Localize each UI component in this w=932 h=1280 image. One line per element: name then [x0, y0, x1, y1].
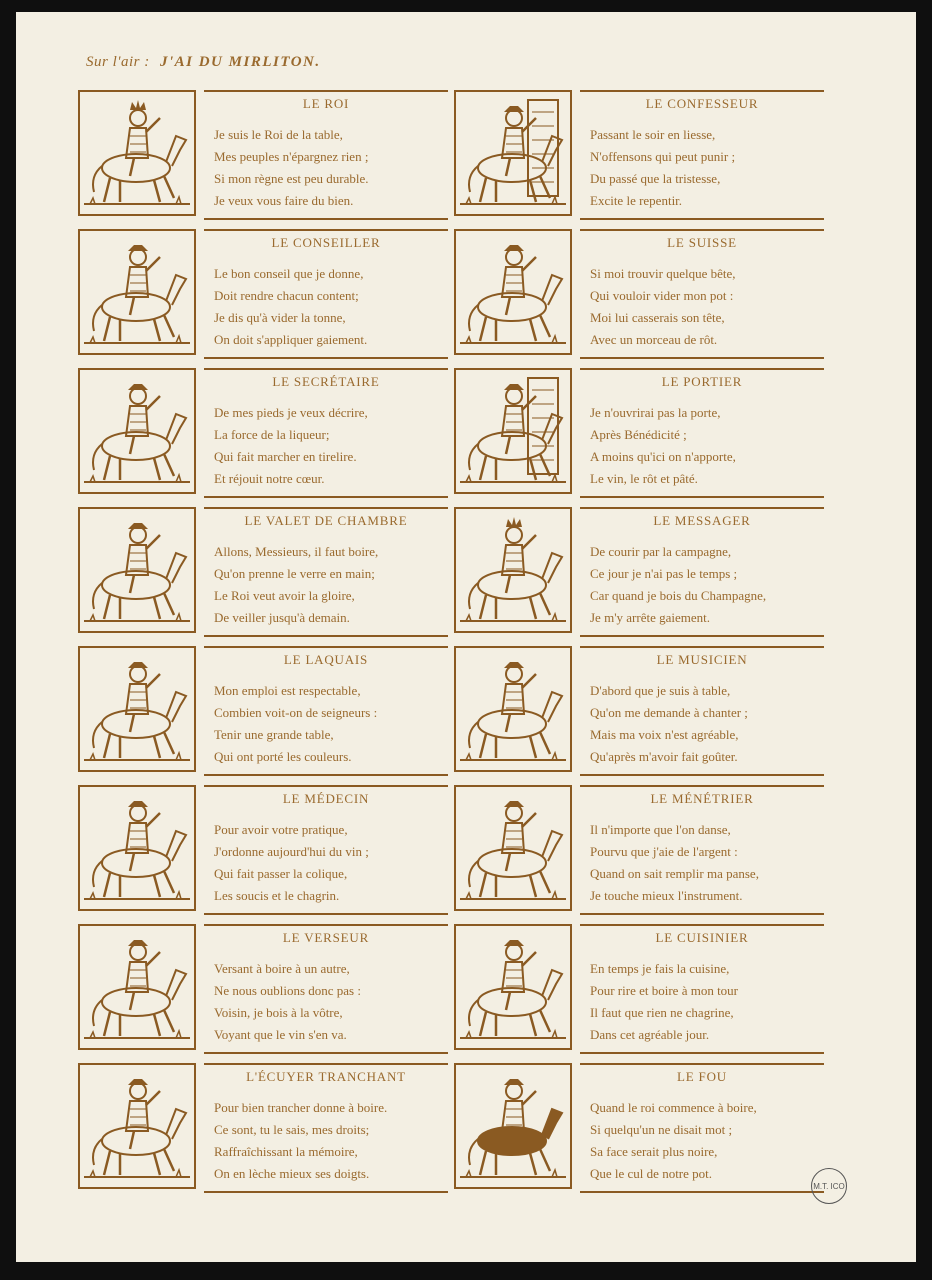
woodcut-illustration: [454, 368, 572, 494]
bottom-rule: [204, 357, 448, 359]
entry-title: LE FOU: [677, 1069, 727, 1084]
woodcut-illustration: [78, 646, 196, 772]
bottom-rule: [204, 635, 448, 637]
verse-line: Mes peuples n'épargnez rien ;: [214, 149, 369, 164]
verse-lines: [214, 263, 448, 351]
verse-line: On en lèche mieux ses doigts.: [214, 1166, 370, 1181]
woodcut-illustration: [454, 646, 572, 772]
verse-line: On doit s'appliquer gaiement.: [214, 332, 368, 347]
bottom-rule: [580, 635, 824, 637]
verse-line: Si quelqu'un ne disait mot ;: [590, 1122, 733, 1137]
verse-line: De courir par la campagne,: [590, 544, 732, 559]
entry-title: LE PORTIER: [661, 374, 743, 389]
verse-line: Le vin, le rôt et pâté.: [590, 471, 698, 486]
verse-lines: [590, 958, 824, 1046]
woodcut-illustration: [454, 785, 572, 911]
verse-block: [204, 507, 448, 639]
library-stamp: M.T. ICO: [811, 1168, 847, 1204]
tune-header: [86, 54, 321, 71]
verse-lines: [590, 124, 824, 212]
entry-title: LE CONSEILLER: [271, 235, 381, 250]
verse-lines: [590, 402, 824, 490]
top-rule: [204, 785, 448, 787]
top-rule: [580, 785, 824, 787]
verse-block: [580, 785, 824, 917]
verse-lines: [590, 819, 824, 907]
entry-title: LE ROI: [302, 96, 350, 111]
woodcut-illustration: [454, 1063, 572, 1189]
verse-line: Voisin, je bois à la vôtre,: [214, 1005, 343, 1020]
bottom-rule: [580, 496, 824, 498]
verse-block: [204, 368, 448, 500]
verse-line: Versant à boire à un autre,: [214, 961, 350, 976]
bottom-rule: [580, 774, 824, 776]
verse-line: A moins qu'ici on n'apporte,: [590, 449, 736, 464]
verse-line: Passant le soir en liesse,: [590, 127, 716, 142]
bottom-rule: [204, 496, 448, 498]
verse-line: Je suis le Roi de la table,: [214, 127, 343, 142]
entry-title: LE MÉDECIN: [282, 791, 370, 806]
woodcut-illustration: [78, 785, 196, 911]
verse-block: [204, 90, 448, 222]
song-entry: [454, 785, 824, 917]
tune-prefix: Sur l'air :: [86, 54, 150, 70]
top-rule: [204, 229, 448, 231]
bottom-rule: [204, 1052, 448, 1054]
song-entry: [78, 646, 448, 778]
verse-line: Ce jour je n'ai pas le temps ;: [590, 566, 738, 581]
verse-block: [580, 1063, 824, 1195]
verse-line: Que le cul de notre pot.: [590, 1166, 713, 1181]
verse-line: Car quand je bois du Champagne,: [590, 588, 767, 603]
verse-block: [580, 646, 824, 778]
verse-block: [204, 229, 448, 361]
verse-line: Qui vouloir vider mon pot :: [590, 288, 734, 303]
verse-line: Pour avoir votre pratique,: [214, 822, 348, 837]
song-entry: [454, 90, 824, 222]
verse-line: Ce sont, tu le sais, mes droits;: [214, 1122, 370, 1137]
verse-line: Quand on sait remplir ma panse,: [590, 866, 759, 881]
top-rule: [580, 90, 824, 92]
verse-lines: [214, 541, 448, 629]
verse-line: Quand le roi commence à boire,: [590, 1100, 757, 1115]
woodcut-illustration: [78, 924, 196, 1050]
verse-line: D'abord que je suis à table,: [590, 683, 731, 698]
verse-block: [580, 368, 824, 500]
verse-line: J'ordonne aujourd'hui du vin ;: [214, 844, 369, 859]
verse-line: En temps je fais la cuisine,: [590, 961, 730, 976]
bottom-rule: [204, 913, 448, 915]
verse-line: Doit rendre chacun content;: [214, 288, 359, 303]
verse-lines: [214, 819, 448, 907]
verse-line: Sa face serait plus noire,: [590, 1144, 718, 1159]
entry-title: L'ÉCUYER TRANCHANT: [246, 1069, 406, 1084]
woodcut-illustration: [454, 90, 572, 216]
verse-line: Qu'on prenne le verre en main;: [214, 566, 375, 581]
song-entry: [454, 646, 824, 778]
song-entry: [78, 507, 448, 639]
woodcut-illustration: [78, 90, 196, 216]
top-rule: [580, 507, 824, 509]
bottom-rule: [204, 1191, 448, 1193]
woodcut-illustration: [78, 1063, 196, 1189]
bottom-rule: [580, 1191, 824, 1193]
entry-title: LE SUISSE: [667, 235, 737, 250]
top-rule: [580, 229, 824, 231]
woodcut-illustration: [78, 507, 196, 633]
song-entry: [78, 90, 448, 222]
verse-line: Excite le repentir.: [590, 193, 683, 208]
top-rule: [580, 1063, 824, 1065]
verse-line: Si mon règne est peu durable.: [214, 171, 369, 186]
top-rule: [204, 924, 448, 926]
verse-lines: [590, 541, 824, 629]
verse-line: Qu'on me demande à chanter ;: [590, 705, 748, 720]
verse-lines: [590, 680, 824, 768]
verse-block: [580, 229, 824, 361]
verse-block: [580, 507, 824, 639]
verse-line: Moi lui casserais son tête,: [590, 310, 725, 325]
verse-line: Le bon conseil que je donne,: [214, 266, 364, 281]
verse-line: Le Roi veut avoir la gloire,: [214, 588, 355, 603]
verse-lines: [590, 263, 824, 351]
bottom-rule: [204, 218, 448, 220]
entry-title: LE VERSEUR: [282, 930, 370, 945]
verse-line: Qui ont porté les couleurs.: [214, 749, 352, 764]
top-rule: [204, 1063, 448, 1065]
entry-title: LE MÉNÉTRIER: [650, 791, 754, 806]
verse-block: [204, 1063, 448, 1195]
top-rule: [204, 646, 448, 648]
verse-line: La force de la liqueur;: [214, 427, 330, 442]
top-rule: [204, 507, 448, 509]
verse-line: Du passé que la tristesse,: [590, 171, 721, 186]
verse-block: [204, 924, 448, 1056]
verse-lines: [214, 1097, 448, 1185]
woodcut-illustration: [78, 229, 196, 355]
verse-line: Et réjouit notre cœur.: [214, 471, 325, 486]
verse-line: Allons, Messieurs, il faut boire,: [214, 544, 379, 559]
entry-title: LE SECRÉTAIRE: [272, 374, 380, 389]
verse-line: Voyant que le vin s'en va.: [214, 1027, 347, 1042]
verse-block: [204, 646, 448, 778]
verse-line: Je veux vous faire du bien.: [214, 193, 354, 208]
verse-line: Je m'y arrête gaiement.: [590, 610, 711, 625]
verse-line: Pourvu que j'aie de l'argent :: [590, 844, 738, 859]
bottom-rule: [580, 357, 824, 359]
top-rule: [204, 90, 448, 92]
verse-line: Je touche mieux l'instrument.: [590, 888, 743, 903]
song-entry: [78, 368, 448, 500]
verse-line: Mais ma voix n'est agréable,: [590, 727, 739, 742]
top-rule: [580, 368, 824, 370]
verse-lines: [214, 680, 448, 768]
song-entry: [78, 924, 448, 1056]
verse-line: Avec un morceau de rôt.: [590, 332, 718, 347]
song-entry: [454, 1063, 824, 1195]
verse-line: Il faut que rien ne chagrine,: [590, 1005, 734, 1020]
verse-block: [580, 924, 824, 1056]
entry-title: LE CUISINIER: [655, 930, 749, 945]
verse-line: Dans cet agréable jour.: [590, 1027, 710, 1042]
verse-line: Je n'ouvrirai pas la porte,: [590, 405, 721, 420]
song-sheet: [16, 12, 916, 1262]
bottom-rule: [580, 913, 824, 915]
entry-title: LE MUSICIEN: [656, 652, 748, 667]
verse-line: Mon emploi est respectable,: [214, 683, 361, 698]
verse-line: Les soucis et le chagrin.: [214, 888, 340, 903]
song-entry: [454, 229, 824, 361]
verse-lines: [214, 124, 448, 212]
bottom-rule: [204, 774, 448, 776]
verse-line: Si moi trouvir quelque bête,: [590, 266, 736, 281]
verse-line: Qui fait passer la colique,: [214, 866, 348, 881]
top-rule: [580, 646, 824, 648]
entry-title: LE MESSAGER: [653, 513, 751, 528]
verse-lines: [214, 958, 448, 1046]
verse-line: Il n'importe que l'on danse,: [590, 822, 731, 837]
verse-line: Tenir une grande table,: [214, 727, 334, 742]
verse-line: Qui fait marcher en tirelire.: [214, 449, 357, 464]
entry-title: LE VALET DE CHAMBRE: [244, 513, 408, 528]
song-entry: [454, 507, 824, 639]
verse-line: Pour bien trancher donne à boire.: [214, 1100, 388, 1115]
verse-line: N'offensons qui peut punir ;: [590, 149, 736, 164]
song-entry: [454, 924, 824, 1056]
verse-block: [580, 90, 824, 222]
verse-line: Pour rire et boire à mon tour: [590, 983, 739, 998]
verse-lines: [214, 402, 448, 490]
bottom-rule: [580, 1052, 824, 1054]
verse-line: Raffraîchissant la mémoire,: [214, 1144, 358, 1159]
woodcut-illustration: [454, 924, 572, 1050]
song-entry: [78, 1063, 448, 1195]
woodcut-illustration: [78, 368, 196, 494]
verse-line: Après Bénédicité ;: [590, 427, 687, 442]
woodcut-illustration: [454, 229, 572, 355]
song-entry: [78, 785, 448, 917]
entry-title: LE LAQUAIS: [283, 652, 369, 667]
verse-block: [204, 785, 448, 917]
song-entry: [454, 368, 824, 500]
song-entry: [78, 229, 448, 361]
verse-line: Je dis qu'à vider la tonne,: [214, 310, 346, 325]
bottom-rule: [580, 218, 824, 220]
entry-title: LE CONFESSEUR: [645, 96, 759, 111]
tune-name: J'AI DU MIRLITON.: [159, 54, 321, 70]
top-rule: [580, 924, 824, 926]
woodcut-illustration: [454, 507, 572, 633]
verse-line: De mes pieds je veux décrire,: [214, 405, 368, 420]
verse-line: Ne nous oublions donc pas :: [214, 983, 361, 998]
verse-line: De veiller jusqu'à demain.: [214, 610, 350, 625]
verse-line: Combien voit-on de seigneurs :: [214, 705, 378, 720]
verse-line: Qu'après m'avoir fait goûter.: [590, 749, 738, 764]
top-rule: [204, 368, 448, 370]
verse-lines: [590, 1097, 824, 1185]
